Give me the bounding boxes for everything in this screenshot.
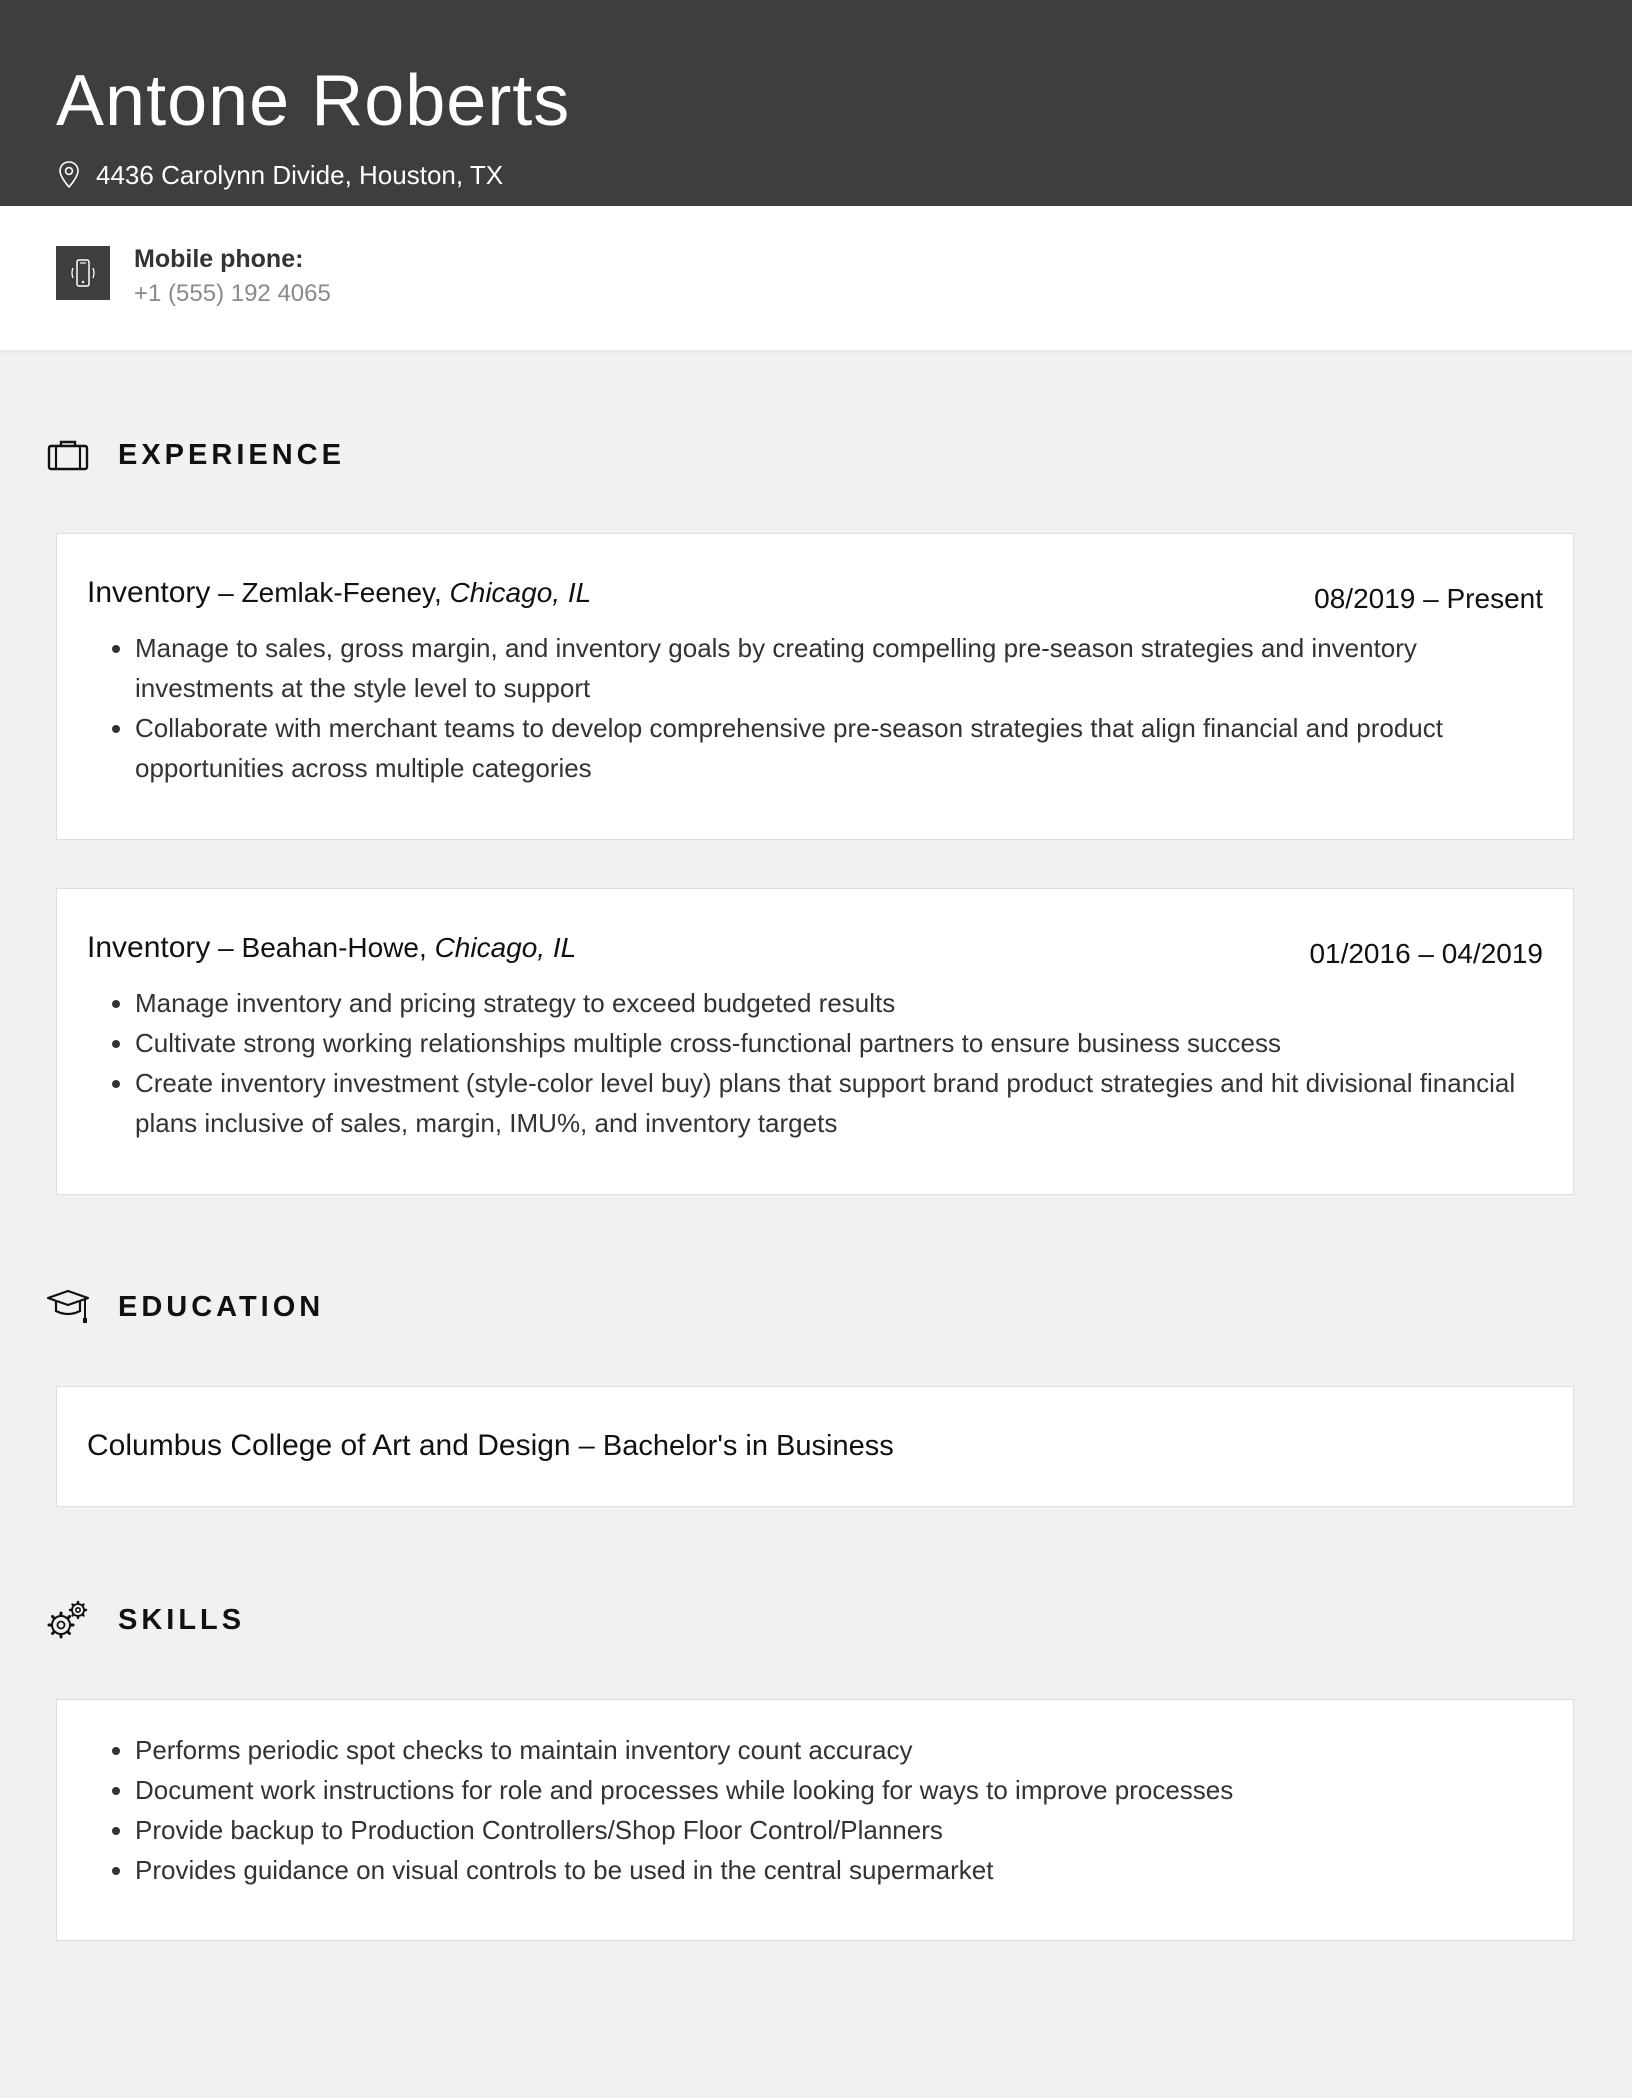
job-title-line: Inventory – Beahan-Howe, Chicago, IL [87,931,577,964]
experience-entry [56,888,1574,1195]
job-dates: 01/2016 – 04/2019 [1309,938,1543,969]
section-title: SKILLS [118,1603,246,1636]
skills-list [87,1730,1543,1890]
phone-contact [134,242,331,312]
mobile-phone-icon [56,246,110,300]
job-bullet: • Cultivate strong working relationships multiple cross-functional partners to ensure business success [135,1023,1543,1063]
job-company: Zemlak-Feeney [241,577,434,608]
location-pin-icon [56,160,82,190]
job-header [87,929,1543,969]
education-entry [56,1386,1574,1507]
graduation-cap-icon [46,1287,90,1327]
school-name: Columbus College of Art and Design [87,1429,571,1462]
education-separator: – [570,1430,603,1462]
job-bullet: • Collaborate with merchant teams to develop comprehensive pre-season strategies that align financial and product opportunities across multiple categories [135,708,1543,788]
phone-number[interactable]: +1 (555) 192 4065 [134,280,331,307]
job-title-line: Inventory – Zemlak-Feeney, Chicago, IL [87,576,592,609]
gears-icon [46,1600,90,1640]
section-title: EXPERIENCE [118,438,345,471]
job-bullet: • Create inventory investment (style-color level buy) plans that support brand product strategies and hit divisional financial plans inclusive of sales, margin, IMU%, and inventory targets [135,1063,1543,1143]
address-text: 4436 Carolynn Divide, Houston, TX [96,159,504,190]
job-company: Beahan-Howe [241,932,419,963]
skill-item: • Provides guidance on visual controls to be used in the central supermarket [135,1850,1543,1890]
skill-item: • Document work instructions for role and processes while looking for ways to improve processes [135,1770,1543,1810]
section-title: EDUCATION [118,1290,325,1323]
job-separator: – [210,932,242,963]
job-bullets [87,628,1543,788]
address-line [56,158,503,192]
job-role: Inventory [87,576,211,609]
experience-heading [46,435,345,475]
degree-name: Bachelor's in Business [602,1430,894,1462]
job-role: Inventory [87,931,211,964]
job-location: Chicago, IL [434,932,577,963]
skills-heading [46,1600,245,1640]
phone-label: Mobile phone: [134,245,304,273]
job-dates: 08/2019 – Present [1314,583,1543,614]
candidate-name: Antone Roberts [56,61,571,141]
education-line [87,1427,894,1465]
job-bullet: • Manage to sales, gross margin, and inventory goals by creating compelling pre-season strategies and inventory investments at the style level to support [135,628,1543,708]
experience-entry [56,533,1574,840]
job-bullets [87,983,1543,1143]
skill-item: • Performs periodic spot checks to maintain inventory count accuracy [135,1730,1543,1770]
skills-card [56,1699,1574,1941]
education-heading [46,1287,324,1327]
job-location: Chicago, IL [449,577,592,608]
briefcase-icon [46,435,90,475]
resume-header [0,0,1632,206]
skill-item: • Provide backup to Production Controllers/Shop Floor Control/Planners [135,1810,1543,1850]
contact-bar [0,206,1632,350]
job-header [87,574,1543,614]
job-bullet: • Manage inventory and pricing strategy to exceed budgeted results [135,983,1543,1023]
job-separator: – [210,577,242,608]
